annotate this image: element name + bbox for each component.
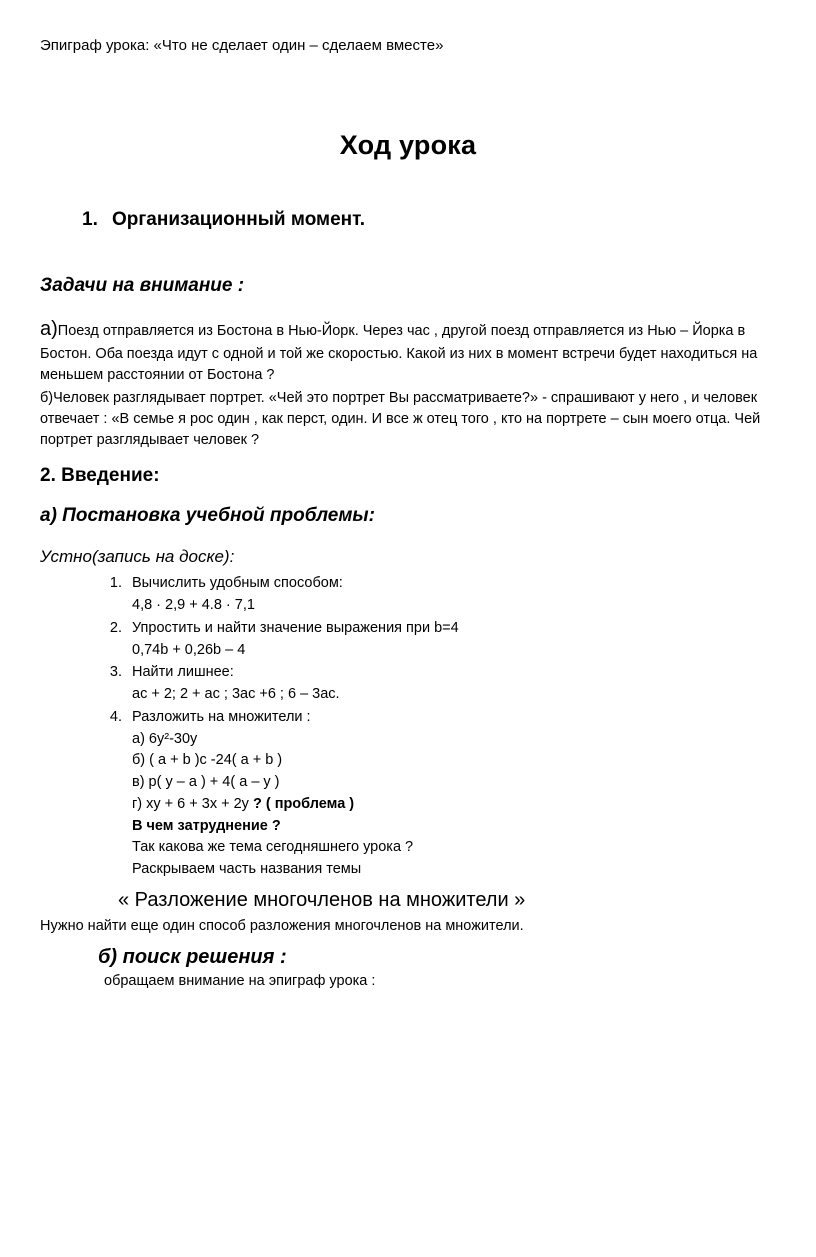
attention-tasks-heading: Задачи на внимание : [40,275,245,297]
task-title: 4. Разложить на множители : [132,708,311,725]
theme-title: « Разложение многочленов на множители » [118,888,526,911]
section-1-number: 1. [82,209,98,231]
task-expression: б) ( a + b )c -24( a + b ) [132,752,283,769]
difficulty-question: В чем затруднение ? [132,817,281,834]
section-2-sub-a: а) Постановка учебной проблемы: [40,505,375,527]
page-title: Ход урока [339,130,477,161]
theme-question: Так какова же тема сегодняшнего урока ? [132,839,414,856]
section-1-heading [82,209,776,231]
task-title: 1. Вычислить удобным способом: [132,575,343,592]
spacer [40,56,776,130]
problem-expression-text: г) xy + 6 + 3x + 2y [132,795,253,812]
problem-expression [132,794,776,816]
attention-task-b: б)Человек разглядывает портрет. «Чей это портрет Вы рассматриваете?» - спрашивают у него , и человек отвечает : «В семье я рос один , как перст, один. И все ж отец того , кто на портрете – сын моего отца. Чей портрет разглядывает человек ? [40,390,761,449]
list-item [126,662,776,706]
reveal-line: Раскрываем часть названия темы [132,861,362,878]
task-expression: в) p( y – a ) + 4( a – y ) [132,774,280,791]
list-item [126,618,776,662]
section-2-sub-b: б) поиск решения : [98,945,287,968]
task-list [40,573,776,881]
task-title: 2. Упростить и найти значение выражения при b=4 [132,619,459,636]
epigraph-line: Эпиграф урока: «Что не сделает один – сделаем вместе» [40,37,444,54]
task-expression: а) 6y²-30y [132,730,198,747]
section-1-label: Организационный момент. [112,209,366,231]
spacer [40,231,776,275]
task-a-text: Поезд отправляется из Бостона в Нью-Йорк. Через час , другой поезд отправляется из Нью – Йорка в Бостон. Оба поезда идут с одной и той же скоростью. Какой из них в момент встречи будет находиться на меньшем расстоянии от Бостона ? [40,323,758,384]
oral-note: Устно(запись на доске): [40,547,235,567]
attention-task-a [40,315,776,386]
task-expression: 4,8 · 2,9 + 4.8 · 7,1 [132,597,255,614]
task-a-marker: а) [40,318,58,341]
spacer [40,297,776,313]
list-item [126,573,776,617]
problem-label: ? ( проблема ) [252,795,355,812]
section-2-sub-b-line: обращаем внимание на эпиграф урока : [104,972,376,989]
task-title: 3. Найти лишнее: [132,664,234,681]
need-line: Нужно найти еще один способ разложения многочленов на множители. [40,917,524,934]
task-expression: 0,74b + 0,26b – 4 [132,641,246,658]
task-expression: ac + 2; 2 + ac ; 3ac +6 ; 6 – 3ac. [132,686,340,703]
spacer [40,161,776,209]
list-item [126,707,776,881]
section-2-heading: 2. Введение: [40,465,160,487]
